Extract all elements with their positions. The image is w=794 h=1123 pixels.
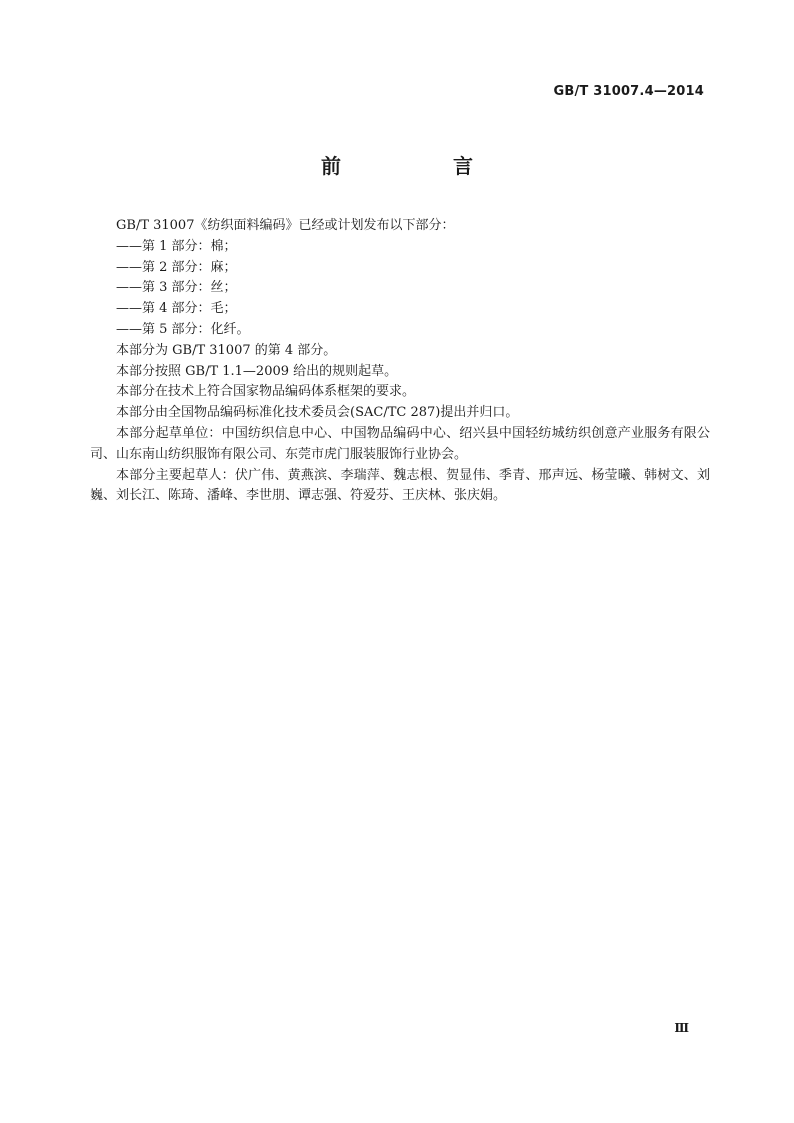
standard-code: GB/T 31007.4—2014 [553,84,704,99]
paragraph-drafting-rules: 本部分按照 GB/T 1.1—2009 给出的规则起草。 [116,363,398,379]
page-title: 前 言 [321,154,519,178]
paragraph-framework: 本部分在技术上符合国家物品编码体系框架的要求。 [116,384,416,400]
list-item-part-5: ——第 5 部分：化纤。 [116,321,250,337]
paragraph-proposer: 本部分由全国物品编码标准化技术委员会(SAC/TC 287)提出并归口。 [116,405,519,421]
list-item-part-2: ——第 2 部分：麻； [116,259,237,275]
list-item-part-4: ——第 4 部分：毛； [116,301,237,317]
list-item-part-1: ——第 1 部分：棉； [116,238,237,254]
paragraph-drafters: 本部分主要起草人：伏广伟、黄燕滨、李瑞萍、魏志根、贺显伟、季青、邢声远、杨莹曦、韩树文、刘巍、刘长江、陈琦、潘峰、李世朋、谭志强、符爱芬、王庆林、张庆娟。 [90,467,710,504]
paragraph-drafting-units: 本部分起草单位：中国纺织信息中心、中国物品编码中心、绍兴县中国轻纺城纺织创意产业服务有限公司、山东南山纺织服饰有限公司、东莞市虎门服装服饰行业协会。 [90,425,710,462]
paragraph-part-statement: 本部分为 GB/T 31007 的第 4 部分。 [116,342,337,358]
foreword-body [90,216,710,507]
paragraph-intro: GB/T 31007《纺织面料编码》已经或计划发布以下部分： [116,218,455,233]
list-item-part-3: ——第 3 部分：丝； [116,280,237,296]
page-number: Ⅲ [674,1021,689,1035]
